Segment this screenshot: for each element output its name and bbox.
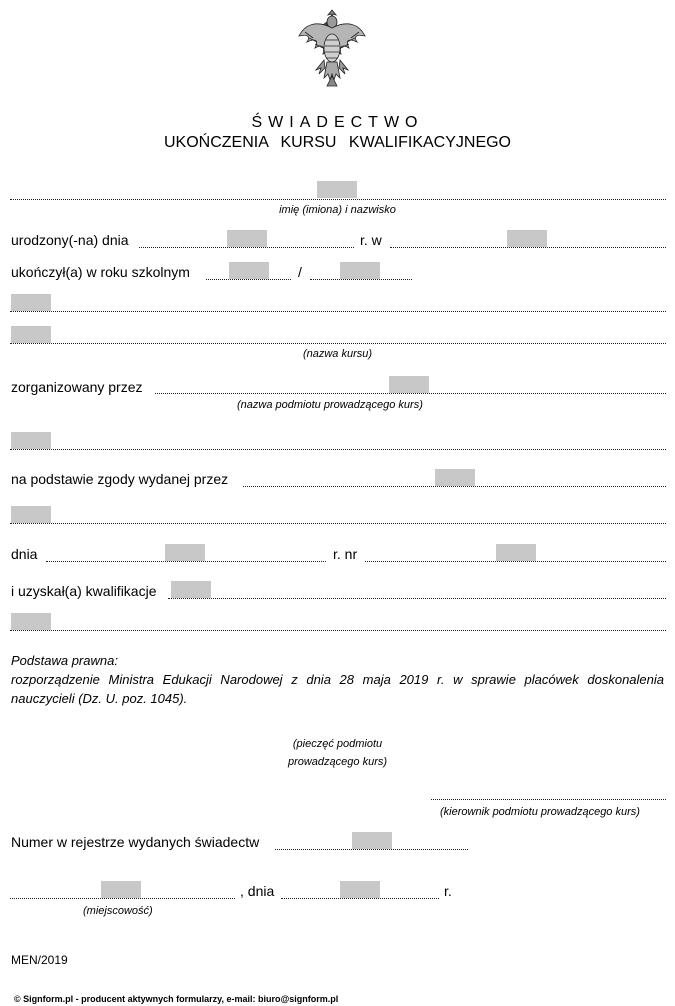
consent-label: na podstawie zgody wydanej przez bbox=[11, 471, 229, 487]
consent-issuer-line bbox=[243, 486, 666, 487]
director-caption: (kierownik podmiotu prowadzącego kurs) bbox=[440, 806, 640, 818]
consent-date-field[interactable] bbox=[165, 544, 205, 561]
consent-number-line bbox=[365, 561, 666, 562]
organizer-field-2[interactable] bbox=[11, 432, 51, 449]
birth-date-field[interactable] bbox=[227, 230, 267, 247]
course-caption: (nazwa kursu) bbox=[302, 348, 373, 360]
form-code: MEN/2019 bbox=[11, 953, 68, 967]
full-name-field[interactable] bbox=[317, 181, 357, 198]
course-name-line-1 bbox=[10, 311, 666, 312]
issue-date-line bbox=[281, 898, 439, 899]
consent-issuer-line-2 bbox=[10, 523, 666, 524]
consent-issuer-field-2[interactable] bbox=[11, 506, 51, 523]
organized-by-label: zorganizowany przez bbox=[11, 379, 143, 395]
day-label: dnia bbox=[11, 546, 38, 562]
organizer-field[interactable] bbox=[389, 376, 429, 393]
stamp-caption-line-1: (pieczęć podmiotu bbox=[292, 738, 383, 750]
organizer-line-2 bbox=[10, 449, 666, 450]
qualifications-field[interactable] bbox=[171, 581, 211, 598]
qualifications-label: i uzyskał(a) kwalifikacje bbox=[11, 583, 157, 599]
place-caption: (miejscowość) bbox=[83, 905, 153, 917]
register-number-label: Numer w rejestrze wydanych świadectw bbox=[11, 834, 260, 850]
organizer-line bbox=[155, 393, 666, 394]
stamp-caption-line-2: prowadzącego kurs) bbox=[287, 756, 388, 768]
qualifications-field-2[interactable] bbox=[11, 613, 51, 630]
year-no-label: r. nr bbox=[333, 546, 358, 562]
legal-basis-text: rozporządzenie Ministra Edukacji Narodowej z dnia 28 maja 2019 r. w sprawie placówek doskonalenia nauczycieli (Dz. U. poz. 1045). bbox=[11, 672, 664, 706]
course-name-line-2 bbox=[10, 343, 666, 344]
born-on-label: urodzony(-na) dnia bbox=[11, 232, 129, 248]
year-short-label: r. bbox=[444, 883, 452, 899]
place-line bbox=[10, 898, 235, 899]
comma-day-label: , dnia bbox=[240, 883, 275, 899]
school-year-start-field[interactable] bbox=[229, 262, 269, 279]
footer: © Signform.pl - producent aktywnych formularzy, e-mail: biuro@signform.pl bbox=[14, 994, 339, 1004]
register-number-line bbox=[275, 849, 468, 850]
polish-eagle-emblem-icon bbox=[297, 6, 367, 90]
full-name-caption: imię (imiona) i nazwisko bbox=[279, 204, 396, 216]
birth-place-field[interactable] bbox=[507, 230, 547, 247]
completed-label: ukończył(a) w roku szkolnym bbox=[11, 264, 190, 280]
consent-date-line bbox=[46, 561, 326, 562]
slash-label: / bbox=[298, 264, 302, 280]
document-subtitle: UKOŃCZENIA KURSU KWALIFIKACYJNEGO bbox=[163, 134, 511, 151]
organizer-caption: (nazwa podmiotu prowadzącego kurs) bbox=[237, 399, 423, 411]
school-year-end-line bbox=[310, 279, 412, 280]
school-year-end-field[interactable] bbox=[340, 262, 380, 279]
place-field[interactable] bbox=[101, 881, 141, 898]
school-year-start-line bbox=[206, 279, 291, 280]
consent-issuer-field[interactable] bbox=[435, 469, 475, 486]
qualifications-line-2 bbox=[10, 630, 666, 631]
year-in-label: r. w bbox=[360, 232, 382, 248]
legal-basis-heading: Podstawa prawna: bbox=[11, 653, 118, 668]
birth-date-line bbox=[139, 247, 354, 248]
birth-place-line bbox=[390, 247, 666, 248]
qualifications-line bbox=[168, 598, 666, 599]
register-number-field[interactable] bbox=[352, 832, 392, 849]
course-name-field-2[interactable] bbox=[11, 326, 51, 343]
consent-number-field[interactable] bbox=[496, 544, 536, 561]
stamp-caption bbox=[270, 735, 405, 771]
course-name-field-1[interactable] bbox=[11, 294, 51, 311]
document-title: ŚWIADECTWO bbox=[251, 114, 424, 131]
legal-basis bbox=[11, 651, 664, 708]
director-signature-line[interactable] bbox=[431, 799, 666, 800]
issue-date-field[interactable] bbox=[340, 881, 380, 898]
full-name-line bbox=[10, 199, 666, 200]
